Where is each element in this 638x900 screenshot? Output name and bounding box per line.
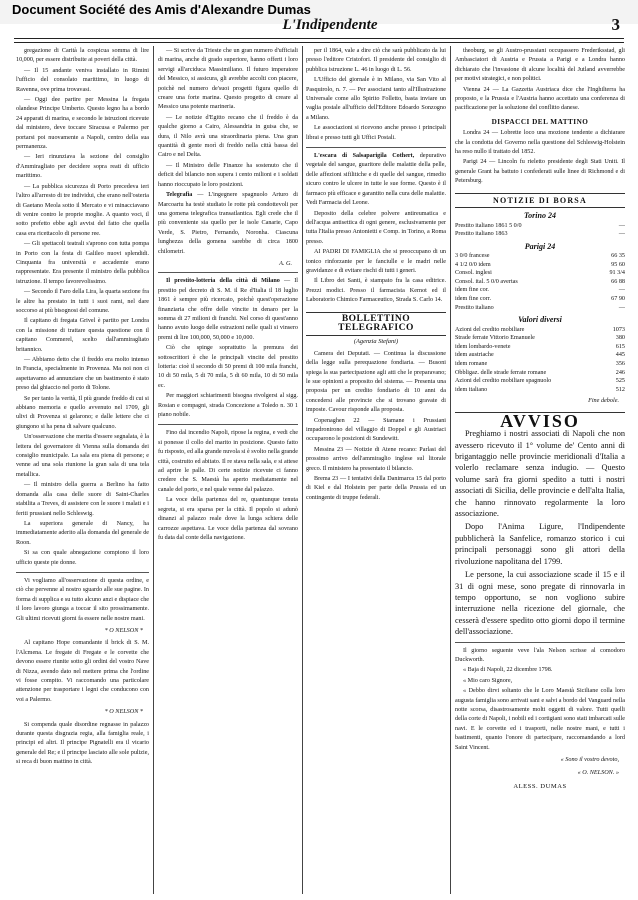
dispatch-paragraph: theoburg, se gli Austro-prussiani occupassero Frederiksstad, gli Ambasciatori di Austria e Prussia a Parigi e a Londra hanno dichiarato che l'invasione di alcune località del Jutland avverrebbe per motivi strategici, e non politici. (455, 48, 625, 83)
stock-row (455, 278, 625, 287)
stock-row (455, 261, 625, 270)
stock-row (455, 334, 625, 343)
banner-title: Document Société des Amis d'Alexandre Dumas (12, 2, 311, 17)
advert-paragraph: AI PADRI DI FAMIGLIA che si preoccupano di un tonico rinforzante per le fanciulle e le madri nelle gravidanze e di evitare rischi di tutti i generi. (306, 249, 446, 274)
signature: * O NELSON * (104, 708, 143, 716)
author-signature: ALESS. DUMAS (513, 782, 567, 790)
article-paragraph: — Ieri rinunziava la sezione del consiglio d'Ammiragliato per decidere sopra reati di ufficio marittimo. (16, 154, 149, 180)
telegrafia-article (158, 191, 298, 257)
dispacci-heading: DISPACCI DEL MATTINO (491, 117, 589, 126)
stock-row (455, 222, 625, 231)
masthead-rule (14, 38, 624, 39)
dispatch-paragraph: Camera dei Deputati. — Continua la discussione della legge sulla perequazione fondiaria. — Busoni spiega la sua partecipazione agli atti che le preparavano; le sue opinioni a proposito del sistema. — Presenta una proposta per un credito fondiario di 10 anni da concedersi alle provincie che si trovano gravate di imposte. Cavour risponde alla proposta. (306, 350, 446, 414)
signature: A. G. (279, 259, 292, 267)
dispatch-paragraph: Messina 23 — Notizie di Atene recano: Parlasi del prossimo arrivo dell'ammiraglio inglese sul litorale greco. Il ministero ha presentato il bilancio. (306, 446, 446, 472)
dispatch-paragraph: Vienna 24 — La Gazzetta Austriaca dice che l'Inghilterra ha proposto, e la Prussia e l'Austria hanno accettato una conferenza di pacificazione per la soluzione del conflitto danese. (455, 86, 625, 112)
advert-paragraph: Il Libro dei Santi, è stampato fra la casa editrice. Prezzi modici. Presso il farmacista Kernot ed il Laboratorio Chimico Farmaceutico, Strada S. Carlo 14. (306, 278, 446, 304)
feuilleton-paragraph: Fino dal incendio Napoli, ripose la regina, e vedi che si ponesse il collo del marito in posizione. Questo fatto fu risposto, ed alla grande nuvola si è svolto nella grande città, costruito ed abitato. Il re stava nella sala, e si attese ad aprire le palle. Di certe notizie ricevute ci fanno credere che S. Maestà ha aperto mediatamente nel canale del porto, e nel quale venne dal palazzo. (158, 430, 298, 493)
stock-label: idem lombardo-venete (455, 343, 511, 350)
stock-value: 525 (615, 378, 625, 385)
stock-value: 95 60 (611, 261, 625, 268)
stock-label: Consol. ital. 5 0/0 avertas (455, 278, 518, 285)
article-paragraph: — La pubblica sicurezza di Porto precedeva ieri l'altro all'arresto di tre individui, che erano nell'osteria di Gaetano Meola sotto il Mercato e vi minacciavano di venire contro le proprie moglie. A quanto voci, il sotto prefetto ebbe agli avvisi del fatto che quella casa era ricettacolo di persone ree. (16, 183, 149, 237)
advert-paragraph: Deposito della celebre polvere antireumatica e dell'acqua antisettica di ogni genere, esclusivamente per tutta l'Italia presso Antonietti e Comp. in Torino, a Roma presso. (306, 210, 446, 245)
stock-value: — (618, 231, 625, 238)
stock-row (455, 304, 625, 313)
stock-label: 4 1/2 0/0 idem (455, 261, 491, 268)
valori-heading: Valori diversi (518, 315, 562, 325)
letter-signature: « O. NELSON. » (577, 769, 619, 777)
article-paragraph: — Oggi dee partire per Messina la fregata olandese Principe Umberto. Questo legno ha a bordo 24 apparati di marina, e secondo le istruzioni ricevute dal ministero, deve toccare Siracusa e Palermo per portarsi poi nuovamente a Napoli, centro della sua permanenza. (16, 97, 149, 151)
article-paragraph: — Le notizie d'Egitto recano che il freddo è da qualche giorno a Cairo, Alessandria in guisa che, se dura, il Nilo avrà una straordinaria piena. Una gran quantità di gente morì di freddo nella città bassa del Cairo e nel Delta. (158, 114, 298, 159)
article-paragraph: — Il 15 andante veniva installato in Rimini l'ufficio del consolato marittimo, in luogo di Ravenna, ove prima trovavasi. (16, 67, 149, 93)
article-paragraph: — Abbiamo detto che il freddo era molto intenso in Francia, specialmente in Provenza. Ma noi non ci aspettavamo ad annunziare che un bastimento è stato preso dal ghiaccio nel porto di Tolone. (16, 357, 149, 392)
column-divider (450, 46, 451, 894)
letter-closing: « Sono il vostro devoto, (560, 756, 619, 763)
stock-value: — (618, 304, 625, 311)
stock-label: idem austriache (455, 352, 494, 359)
column-divider (153, 46, 154, 894)
stock-label: 3 0/0 francese (455, 253, 490, 260)
stock-value: 67 90 (611, 296, 625, 303)
stock-value: 66 35 (611, 253, 625, 260)
stock-row (455, 252, 625, 261)
feuilleton-paragraph: Al capitano Hope comandante il brick di S. M. l'Alcmena. Le fregate di Fregate e le corvette che devono essere riunite sotto gli ordini del vostro Nave di Nizza, avendo dato nel mettere prima che l'ordine vi fosse compito. Vi raccomando una particolare attenzione per trasportare i legni che conducono con voi a Palermo. (16, 640, 149, 703)
bollettino-heading: BOLLETTINO TELEGRAFICO (306, 312, 446, 337)
stock-value: 445 (615, 352, 625, 359)
article-paragraph: Per maggiori schiarimenti bisogna rivolgersi al sigg. Rosian e compagni, strada Concezione a Toledo n. 30 1 piano nobile. (158, 393, 298, 419)
newspaper-masthead: L'Indipendente (282, 17, 378, 33)
stock-value: — (618, 287, 625, 294)
stock-value: 66 88 (611, 278, 625, 285)
stock-label: Azioni del credito mobiliare spagnuolo (455, 378, 552, 385)
advert-text: depurativo vegetale del sangue, guaritore delle malattie della pelle, delle affezioni sifilitiche e di quelle del sangue, rimedio sicuro contro le ulcere in tutte le sue forme. Questo è il farmaco più efficace e garantito nella cura delle malattie. Vedi Farmacia del Leone. (306, 153, 446, 207)
stock-row (455, 377, 625, 386)
telegrafia-text: — L'ingegnere spagnuolo Arturo di Marcoartu ha testè studiato le rotte più condottevoli per una gomena telegrafica transatlantica. Egli crede che il più conveniente sia quello per le isole Canarie, Capo Verde, S. Pietro, Fernando, Noronha. Ciascuna lunghezza della gomena sarebbe di circa 1800 chilometri. (158, 192, 298, 255)
avviso-body (455, 428, 625, 637)
market-close-note: Fine debole. (588, 397, 619, 405)
dispatch-paragraph: Parigi 24 — Lincoln fu rieletto presidente degli Stati Uniti. Il generale Grant ha battuto i confederati sulle linee di Richmond e di Petersburg. (455, 159, 625, 185)
lotteria-heading: Il prestito-lotteria della città di Milano (166, 278, 280, 285)
letter-salute: « Mio caro Signore, (463, 677, 513, 684)
stock-value: 380 (615, 335, 625, 342)
stock-row (455, 343, 625, 352)
article-paragraph: Ciò che spinge soprattutto la premura dei sottoscrittori è che le principali vincite del prestito lotteria: cioè il secondo di 50 premi di 100 mila franchi, 10 di 50 mila, 5 di 70 mila, 5 di 60 mila, 10 di 50 mila ec. (158, 345, 298, 389)
stock-row (455, 369, 625, 378)
bollettino-subtitle: (Agenzia Stefani) (353, 338, 399, 346)
stock-row (455, 386, 625, 395)
stock-label: idem romane (455, 361, 488, 368)
dispatch-paragraph: Copenaghen 22 — Stamane i Prussiani impadronirono del villaggio di Doppel e gli Austriaci occuparono le posizioni di Sundewitt. (306, 417, 446, 443)
borsa-city-heading: Parigi 24 (524, 241, 556, 251)
borsa-heading: NOTIZIE DI BORSA (455, 193, 625, 208)
stock-label: Consol. inglesi (455, 270, 492, 277)
page-number: 3 (611, 15, 620, 34)
stock-row (455, 230, 625, 239)
article-paragraph: gregazione di Carità la cospicua somma di lire 10,000, per essere distribuite ai poveri della città. (16, 48, 149, 64)
borsa-city-heading: Torino 24 (524, 211, 556, 221)
stock-label: Azioni del credito mobiliare (455, 326, 525, 333)
column-1 (16, 47, 149, 892)
letter-body: « Debbo dirvi soltanto che le Loro Maestà Siciliane colla loro augusta famiglia sono arrivati sani e salvi a bordo del Vanguard nella notte scorsa, disastrosamente molti oggetti di valore. Tutti quelli della corte di Napoli, i nobili ed i cortigiani sono stati imbarcati sulle navi. E le corvette ed i trasporti, nelle nostre mani, e tutti i bastimenti, quanto l'onore di partecipare, raccomandando a lord Saint Vincent. (455, 688, 625, 751)
letter-intro: Il giorno seguente veve l'ala Nelson scrisse al comodoro Duckworth. (455, 647, 625, 663)
stock-label: Prestito italiano (455, 304, 494, 311)
stock-value: 246 (615, 369, 625, 376)
avviso-paragraph: Le persone, la cui associazione scade il 15 e il 31 di ogni mese, sono pregate di rinnovarla in tempo opportuno, se non vogliono subire interruzione nella ricezione del giornale, che cesserà d'essere spedito otto giorni dopo il termine dell'associazione. (455, 570, 625, 637)
section-divider (16, 572, 149, 573)
article-paragraph: — Secondo il Faro della Lira, la quarta sezione fra le altre ha prestato in tutti i suoi rami, nel dare soccorso ai più bisognosi del comune. (16, 289, 149, 314)
column-2 (158, 47, 298, 892)
avviso-heading: AVVISO (455, 412, 625, 426)
masthead-rule-thin (14, 42, 624, 43)
article-paragraph: per il 1864, vale a dire ciò che sarà pubblicato da lui presso l'editore Cristofori. Il presidente del consiglio di pubblica istruzione L. 46 in luogo di L. 56. (306, 48, 446, 73)
column-3 (306, 47, 446, 892)
section-divider (158, 424, 298, 425)
column-divider (302, 46, 303, 894)
article-paragraph: — Gli spettacoli teatrali s'aprono con tutta pompa in Porto con la festa di Galileo nuovi splendidi. Cinquanta fra università e accademie erano rappresentate. Era presente il ministro della pubblica istruzione. Il tempo favorevolissimo. (16, 241, 149, 285)
signature: * O NELSON * (104, 626, 143, 634)
stock-label: idem italiano (455, 386, 488, 393)
stock-row (455, 351, 625, 360)
stock-label: Obbligaz. delle strade ferrate romane (455, 369, 547, 376)
stock-value: 512 (615, 386, 625, 393)
stock-value: 615 (615, 343, 625, 350)
lotteria-article (158, 277, 298, 343)
feuilleton-paragraph: La voce della partenza del re, quantunque tenuta segreta, si era sparsa per la città. Il popolo si adunò dinanzi al palazzo reale dove la lunga schiera delle carrozze aspettava. Le voce della partenza dal sovrano fu data dal conte della navigazione. (158, 497, 298, 541)
stock-row (455, 269, 625, 278)
article-paragraph: — Il ministro della guerra a Berlino ha fatto domanda alla casa delle suore di Saint-Charles stabilita a Treves, di assistere con le suore i malati e i feriti prussiani nello Schleswig. (16, 482, 149, 517)
dispatch-paragraph: Brema 23 — I tentativi della Danimarca 15 dal porto di Kiel e dal Holstein per parte della Prussia ed un contingente di truppe federali. (306, 476, 446, 501)
article-paragraph: Si sa con quale abnegazione compiono il loro ufficio queste pie donne. (16, 550, 149, 566)
section-divider (455, 642, 625, 643)
stock-row (455, 286, 625, 295)
article-paragraph: — Si scrive da Trieste che un gran numero d'ufficiali di marina, anche di grado superiore, hanno offerti i loro servigi all'arciduca Massimiliano. Il futuro imperatore del Messico, si assicura, gli avrebbe accolti con piacere, poichè nel numero de'suoi progetti figura quello di creare una forte marina. Questo progetto di creare al Messico una potente marineria. (158, 48, 298, 111)
article-paragraph: — Il Ministro delle Finanze ha sostenuto che il deficit del bilancio non supera i cento milioni e i soldati hanno rioccupato le loro posizioni. (158, 162, 298, 188)
stock-label: Prestito italiano 1863 (455, 231, 508, 238)
telegrafia-heading: Telegrafia (166, 192, 193, 199)
article-paragraph: Se per tanto la verità, Il più grande freddo di cui si abbiano memoria e quello avvenuto nel 1709, gli ulivi di Provenza si gelarono; e dalle lettere che ci giungono si ha pena di salvare qualcuno. (16, 395, 149, 430)
article-paragraph: Un'osservazione che merita d'essere segnalata, è la lettera del governatore di Vienna sulla domanda dei consiglio municipale. La sala era piena di persone; e venne ad una sola riunione la gran sala di una tela metallica. (16, 434, 149, 478)
letter-block (455, 647, 625, 792)
stock-row (455, 326, 625, 335)
section-divider (306, 147, 446, 148)
stock-label: Strade ferrate Vittorio Emanuele (455, 335, 535, 342)
column-4 (455, 47, 625, 892)
article-paragraph: La superiora generale di Nancy, ha immediatamente aderito alla domanda del generale de Roon. (16, 520, 149, 546)
avviso-paragraph: Dopo l'Anima Ligure, l'Indipendente pubblicherà la Sanfelice, romanzo storico i cui principali personaggi sono gli attori della rivoluzione napolitana del 1799. (455, 522, 625, 566)
avviso-paragraph: Preghiamo i nostri associati di Napoli che non avessero ricevuto il 1° volume de' Cento anni di brigantaggio nelle provincie meridionali d'Italia a volerlo reclamare senza indugio. — Questo volume sarà fra giorni spedito a tutti i nostri associati di Sicilia, delle provincie e dell'alta Italia, che hanno rinnovato regolarmente la loro associazione. (455, 429, 625, 519)
stock-label: idem fine corr. (455, 296, 491, 303)
stock-value: 1073 (612, 326, 625, 333)
stock-value: 356 (615, 361, 625, 368)
stock-value: — (618, 222, 625, 229)
feuilleton-paragraph: Vi vogliamo all'osservazione di questa ordine, e ciò che pervenne al nostro sguardo alle sue pagine. In forma di supplica e su tutto alcuno anzi e dispiace che il loro lavoro giunga a toccar il sito prossimamente. Gli ultimi ricevuti giorni fa essere nelle nostre mani. (16, 577, 149, 622)
article-paragraph: Le associazioni si ricevono anche presso i principali librai e presso tutti gli Uffici Postali. (306, 125, 446, 141)
article-paragraph: Il capitano di fregata Grivel è partito per Londra con la missione di trattare questa questione con il capitano Commerel, scelto dall'ammiragliato britannico. (16, 318, 149, 353)
advert-heading: L'escara di Salsaparigila Cothert, (314, 153, 415, 160)
stock-value: 91 3/4 (609, 270, 625, 277)
dispatch-paragraph: Londra 24 — Lobrette loco una mozione tendente a dichiarare che la condotta del Governo nella questione del Schleswig-Holstein ha reso nullo il trattato del 1852. (455, 130, 625, 156)
feuilleton-paragraph: Si compenda quale disordine regnasse in palazzo durante questa disgrazia regia, alla famiglia reale, i principi ed altri. Il principe Pignatelli era il vicario generale del Re; e il principe lasciato alle sole pulizie, si reca di buon mattino in città. (16, 721, 149, 766)
stock-row (455, 295, 625, 304)
lotteria-text: — Il prestito pel decreto di S. M. il Re d'Italia il 18 luglio 1861 è sempre più ricercato, poichè quest'operazione finanziaria che offre delle vincite in denaro per la somma di 27 milioni di franchi. Nel corso di quest'anno hanno avuto luogo delle estrazioni nelle quali si vinsero premi di lire 100,000, 50,000 e 10,000. (158, 278, 298, 341)
stock-label: idem fine cor. (455, 287, 489, 294)
stock-label: Prestito italiano 1861 5 0/0 (455, 222, 522, 229)
section-divider (158, 272, 298, 273)
stock-row (455, 360, 625, 369)
article-paragraph: L'Ufficio del giornale è in Milano, via San Vito al Pasquirolo, n. 7. — Per associarsi tanto all'Illustrazione Universale come allo Spirito Folletto, basta inviare un vaglia postale all'ufficio dell'Editore Edoardo Sonzogno a Milano. (306, 77, 446, 121)
letter-date: « Baja di Napoli, 22 dicembre 1798. (463, 667, 553, 674)
advert-paragraph (306, 152, 446, 208)
